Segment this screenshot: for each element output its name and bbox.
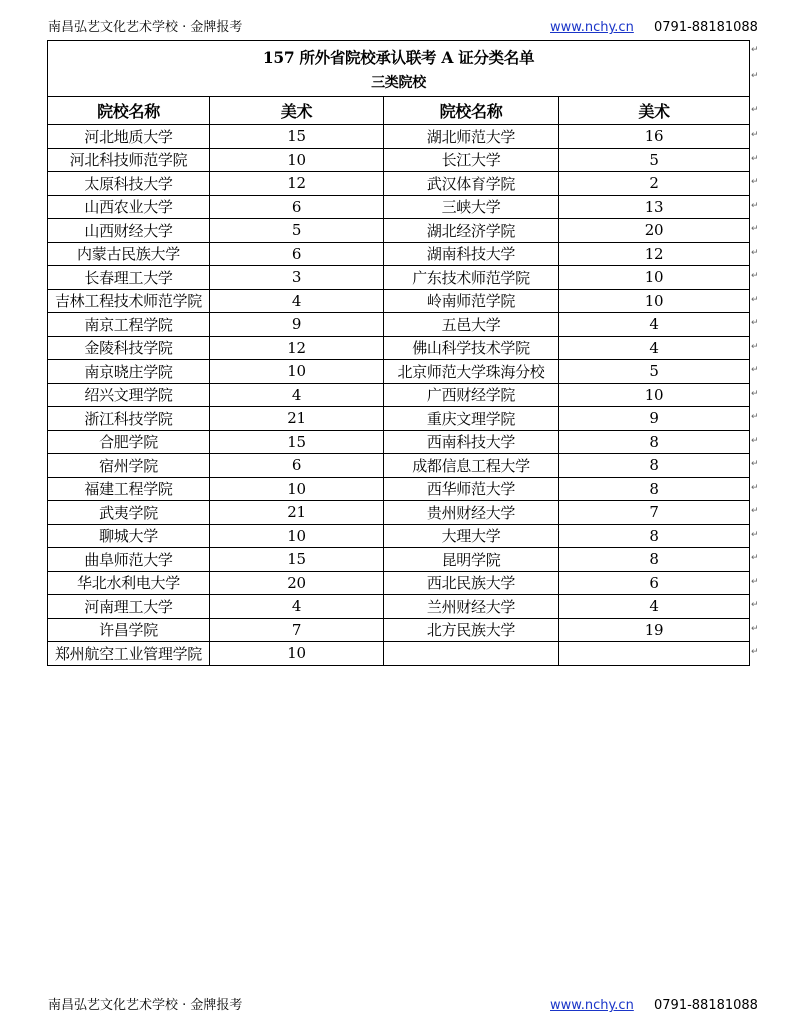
art-quota-left: 9	[210, 313, 384, 337]
paragraph-mark: ↵	[751, 435, 759, 446]
table-row	[48, 219, 750, 243]
school-name-right: 广东技术师范学院	[384, 266, 559, 290]
school-name-left: 河北地质大学	[48, 125, 210, 149]
column-header-row	[48, 97, 750, 125]
art-quota-right: 10	[559, 383, 750, 407]
art-quota-right: 4	[559, 336, 750, 360]
footer-website-link[interactable]: www.nchy.cn	[550, 998, 634, 1013]
school-name-left: 福建工程学院	[48, 477, 210, 501]
table-row	[48, 524, 750, 548]
art-quota-right: 7	[559, 501, 750, 525]
school-name-right: 三峡大学	[384, 195, 559, 219]
table-row	[48, 313, 750, 337]
paragraph-mark: ↵	[751, 412, 759, 423]
school-name-right: 湖北师范大学	[384, 125, 559, 149]
table-title-cell	[48, 41, 750, 97]
paragraph-mark: ↵	[751, 200, 759, 211]
art-quota-left: 15	[210, 125, 384, 149]
paragraph-mark: ↵	[751, 600, 759, 611]
paragraph-mark: ↵	[751, 482, 759, 493]
paragraph-mark: ↵	[751, 388, 759, 399]
art-quota-right: 5	[559, 360, 750, 384]
school-name-right: 北京师范大学珠海分校	[384, 360, 559, 384]
art-quota-left: 3	[210, 266, 384, 290]
paragraph-mark: ↵	[751, 623, 759, 634]
art-quota-left: 10	[210, 148, 384, 172]
art-quota-right: 12	[559, 242, 750, 266]
school-name-right	[384, 642, 559, 666]
art-quota-right: 8	[559, 477, 750, 501]
school-name-left: 郑州航空工业管理学院	[48, 642, 210, 666]
school-name-right: 长江大学	[384, 148, 559, 172]
school-name-left: 宿州学院	[48, 454, 210, 478]
table-row	[48, 407, 750, 431]
art-quota-left: 6	[210, 195, 384, 219]
school-name-left: 山西财经大学	[48, 219, 210, 243]
paragraph-mark: ↵	[751, 529, 759, 540]
paragraph-mark: ↵	[751, 224, 759, 235]
school-name-right: 武汉体育学院	[384, 172, 559, 196]
table-title-row	[48, 41, 750, 97]
page-header	[48, 18, 758, 38]
school-name-right: 大理大学	[384, 524, 559, 548]
school-name-right: 佛山科学技术学院	[384, 336, 559, 360]
header-website-link[interactable]: www.nchy.cn	[550, 20, 634, 35]
school-name-left: 南京晓庄学院	[48, 360, 210, 384]
paragraph-mark: ↵	[751, 247, 759, 258]
art-quota-left: 10	[210, 360, 384, 384]
table-row	[48, 242, 750, 266]
school-name-left: 聊城大学	[48, 524, 210, 548]
art-quota-left: 4	[210, 595, 384, 619]
art-quota-left: 5	[210, 219, 384, 243]
paragraph-mark: ↵	[751, 459, 759, 470]
paragraph-mark: ↵	[751, 553, 759, 564]
art-quota-right: 16	[559, 125, 750, 149]
art-quota-right: 4	[559, 595, 750, 619]
paragraph-mark: ↵	[751, 153, 759, 164]
school-name-left: 许昌学院	[48, 618, 210, 642]
table-row	[48, 360, 750, 384]
school-name-left: 河北科技师范学院	[48, 148, 210, 172]
art-quota-left: 10	[210, 642, 384, 666]
school-name-left: 华北水利电大学	[48, 571, 210, 595]
art-quota-left: 6	[210, 454, 384, 478]
school-name-left: 合肥学院	[48, 430, 210, 454]
school-name-left: 内蒙古民族大学	[48, 242, 210, 266]
paragraph-mark: ↵	[751, 576, 759, 587]
art-quota-right: 8	[559, 454, 750, 478]
table-row	[48, 430, 750, 454]
art-quota-left: 7	[210, 618, 384, 642]
table-row	[48, 477, 750, 501]
schools-table	[47, 40, 750, 666]
school-name-right: 昆明学院	[384, 548, 559, 572]
art-quota-right: 8	[559, 548, 750, 572]
school-name-right: 兰州财经大学	[384, 595, 559, 619]
school-name-right: 北方民族大学	[384, 618, 559, 642]
table-row	[48, 289, 750, 313]
school-name-left: 浙江科技学院	[48, 407, 210, 431]
table-row	[48, 454, 750, 478]
page-footer	[48, 996, 758, 1016]
art-quota-right: 6	[559, 571, 750, 595]
school-name-right: 西华师范大学	[384, 477, 559, 501]
art-quota-right: 20	[559, 219, 750, 243]
school-name-left: 绍兴文理学院	[48, 383, 210, 407]
art-quota-right: 8	[559, 524, 750, 548]
paragraph-mark: ↵	[751, 647, 759, 658]
paragraph-mark: ↵	[751, 271, 759, 282]
paragraph-mark: ↵	[751, 506, 759, 517]
art-quota-right: 19	[559, 618, 750, 642]
school-name-right: 贵州财经大学	[384, 501, 559, 525]
school-name-left: 山西农业大学	[48, 195, 210, 219]
art-quota-right: 2	[559, 172, 750, 196]
school-name-right: 五邑大学	[384, 313, 559, 337]
school-name-right: 西北民族大学	[384, 571, 559, 595]
column-header-school-2: 院校名称	[384, 97, 559, 125]
school-name-right: 岭南师范学院	[384, 289, 559, 313]
paragraph-mark: ↵	[751, 341, 759, 352]
column-header-art-1: 美术	[210, 97, 384, 125]
art-quota-left: 21	[210, 407, 384, 431]
table-row	[48, 571, 750, 595]
art-quota-left: 15	[210, 548, 384, 572]
school-name-right: 广西财经学院	[384, 383, 559, 407]
art-quota-left: 15	[210, 430, 384, 454]
column-header-school-1: 院校名称	[48, 97, 210, 125]
art-quota-right	[559, 642, 750, 666]
header-school-name: 南昌弘艺文化艺术学校 · 金牌报考	[48, 20, 243, 35]
table-title: 157 所外省院校承认联考 A 证分类名单	[262, 47, 535, 67]
column-header-art-2: 美术	[559, 97, 750, 125]
art-quota-right: 9	[559, 407, 750, 431]
table-row	[48, 642, 750, 666]
school-name-left: 南京工程学院	[48, 313, 210, 337]
art-quota-left: 10	[210, 524, 384, 548]
table-row	[48, 336, 750, 360]
school-name-left: 长春理工大学	[48, 266, 210, 290]
school-name-left: 曲阜师范大学	[48, 548, 210, 572]
header-phone: 0791-88181088	[654, 20, 758, 35]
table-subtitle: 三类院校	[371, 74, 426, 91]
paragraph-mark: ↵	[751, 365, 759, 376]
art-quota-left: 4	[210, 383, 384, 407]
school-name-left: 太原科技大学	[48, 172, 210, 196]
art-quota-right: 10	[559, 266, 750, 290]
table-row	[48, 172, 750, 196]
school-name-right: 湖北经济学院	[384, 219, 559, 243]
table-row	[48, 548, 750, 572]
art-quota-right: 4	[559, 313, 750, 337]
paragraph-mark: ↵	[751, 318, 759, 329]
table-row	[48, 148, 750, 172]
art-quota-left: 4	[210, 289, 384, 313]
table-row	[48, 618, 750, 642]
paragraph-mark: ↵	[751, 130, 759, 141]
school-name-left: 金陵科技学院	[48, 336, 210, 360]
art-quota-right: 5	[559, 148, 750, 172]
school-name-right: 西南科技大学	[384, 430, 559, 454]
art-quota-left: 6	[210, 242, 384, 266]
table-row	[48, 125, 750, 149]
table-row	[48, 383, 750, 407]
art-quota-right: 8	[559, 430, 750, 454]
school-name-right: 湖南科技大学	[384, 242, 559, 266]
art-quota-left: 12	[210, 172, 384, 196]
school-name-right: 成都信息工程大学	[384, 454, 559, 478]
table-row	[48, 595, 750, 619]
table-row	[48, 195, 750, 219]
school-name-left: 武夷学院	[48, 501, 210, 525]
paragraph-mark: ↵	[751, 70, 759, 81]
footer-phone: 0791-88181088	[654, 998, 758, 1013]
art-quota-left: 21	[210, 501, 384, 525]
art-quota-left: 10	[210, 477, 384, 501]
paragraph-mark: ↵	[751, 177, 759, 188]
art-quota-right: 10	[559, 289, 750, 313]
school-name-left: 河南理工大学	[48, 595, 210, 619]
art-quota-left: 20	[210, 571, 384, 595]
paragraph-mark: ↵	[751, 44, 759, 55]
art-quota-left: 12	[210, 336, 384, 360]
paragraph-mark: ↵	[751, 294, 759, 305]
table-row	[48, 266, 750, 290]
art-quota-right: 13	[559, 195, 750, 219]
table-row	[48, 501, 750, 525]
school-name-left: 吉林工程技术师范学院	[48, 289, 210, 313]
paragraph-mark: ↵	[751, 104, 759, 115]
footer-school-name: 南昌弘艺文化艺术学校 · 金牌报考	[48, 998, 243, 1013]
school-name-right: 重庆文理学院	[384, 407, 559, 431]
